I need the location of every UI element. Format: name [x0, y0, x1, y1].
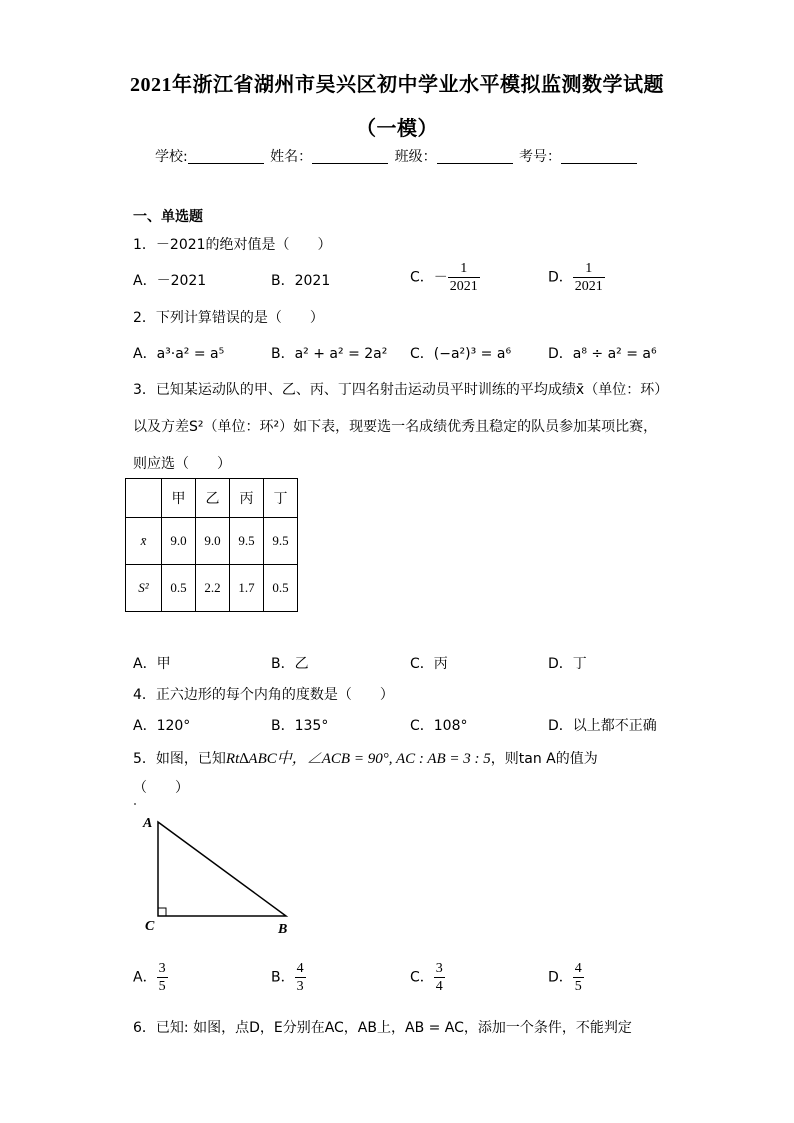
- table-cell: 0.5: [162, 565, 196, 612]
- class-blank[interactable]: [437, 149, 513, 164]
- q5-option-d-label: D．: [548, 969, 573, 986]
- q1-option-a: A．－2021: [133, 273, 207, 289]
- q5-option-c: [410, 960, 445, 995]
- table-cell: 0.5: [264, 565, 298, 612]
- table-cell: 9.5: [264, 518, 298, 565]
- triangle-shape: [158, 822, 286, 916]
- q3-option-b: B．乙: [271, 656, 309, 672]
- school-blank[interactable]: [188, 149, 264, 164]
- q5-option-c-label: C．: [410, 969, 434, 986]
- name-label: 姓名：: [270, 149, 313, 165]
- q5-option-b-fraction: $\frac{4}{3}$: [296, 961, 304, 994]
- triangle-figure: [133, 802, 303, 938]
- exam-no-blank[interactable]: [561, 149, 637, 164]
- q4-option-b: B．135°: [271, 718, 329, 734]
- table-cell: 9.0: [196, 518, 230, 565]
- row-label-variance: S²: [126, 565, 162, 612]
- q6-stem: 6．已知: 如图，点D，E分别在AC，AB上，AB = AC，添加一个条件，不能判定: [133, 1020, 632, 1036]
- vertex-label-a: A: [143, 816, 153, 831]
- name-blank[interactable]: [312, 149, 388, 164]
- q5-option-a-label: A．: [133, 969, 157, 986]
- q2-option-c: C．(−a²)³ = a⁶: [410, 346, 512, 362]
- exam-subtitle: （一模）: [356, 118, 438, 140]
- school-label: 学校:: [154, 149, 188, 165]
- q3-line3: 则应选（ ）: [133, 456, 231, 472]
- q3-option-d: D．丁: [548, 656, 587, 672]
- q1-option-d-label: D．: [548, 269, 573, 286]
- table-cell: 9.5: [230, 518, 264, 565]
- q1-option-d: [548, 260, 605, 295]
- q4-option-c: C．108°: [410, 718, 468, 734]
- table-header-ding: 丁: [264, 479, 298, 518]
- q5-option-d-fraction: $\frac{4}{5}$: [574, 961, 582, 994]
- q4-option-a: A．120°: [133, 718, 191, 734]
- q3-option-c: C．丙: [410, 656, 448, 672]
- exam-title: 2021年浙江省湖州市吴兴区初中学业水平模拟监测数学试题: [130, 74, 664, 96]
- q4-stem: 4．正六边形的每个内角的度数是（ ）: [133, 687, 394, 703]
- q4-option-d: D．以上都不正确: [548, 718, 657, 734]
- q2-option-a: A．a³·a² = a⁵: [133, 346, 225, 362]
- q3-line1: 3．已知某运动队的甲、乙、丙、丁四名射击运动员平时训练的平均成绩x̄（单位：环）: [133, 382, 669, 398]
- row-label-mean: x̄: [126, 518, 162, 565]
- class-label: 班级：: [394, 149, 437, 165]
- q1-option-d-fraction: $\frac{1}{2021}$: [574, 261, 603, 294]
- exam-no-label: 考号：: [519, 149, 562, 165]
- table-header-yi: 乙: [196, 479, 230, 518]
- q2-option-d: D．a⁸ ÷ a² = a⁶: [548, 346, 657, 362]
- q5-stem: [133, 747, 598, 768]
- q5-option-b: [271, 960, 306, 995]
- stats-table: [125, 478, 298, 612]
- table-header-row: [126, 479, 298, 518]
- table-cell: 2.2: [196, 565, 230, 612]
- table-row: [126, 565, 298, 612]
- q5-option-a: [133, 960, 168, 995]
- q1-option-b: B．2021: [271, 273, 331, 289]
- q2-stem: 2．下列计算错误的是（ ）: [133, 310, 324, 326]
- q1-option-c: [410, 260, 480, 295]
- vertex-label-c: C: [145, 919, 155, 934]
- table-cell: 9.0: [162, 518, 196, 565]
- q5-option-c-fraction: $\frac{3}{4}$: [435, 961, 443, 994]
- q5-option-b-label: B．: [271, 969, 295, 986]
- q1-stem: 1．－2021的绝对值是（ ）: [133, 237, 332, 253]
- q5-stem-post: ，则tan A的值为: [490, 751, 598, 767]
- q3-line2: 以及方差S²（单位：环²）如下表，现要选一名成绩优秀且稳定的队员参加某项比赛，: [133, 419, 658, 435]
- q1-option-c-label: C．－: [410, 269, 448, 286]
- q3-option-a: A．甲: [133, 656, 171, 672]
- q5-paren: （ ）: [133, 780, 189, 796]
- student-info-line: [0, 146, 794, 166]
- q5-stem-math: Rt∆ABC中，∠ACB = 90°, AC : AB = 3 : 5: [225, 751, 491, 767]
- q1-option-c-fraction: $\frac{1}{2021}$: [449, 261, 478, 294]
- table-header-jia: 甲: [162, 479, 196, 518]
- right-angle-mark: [158, 908, 166, 916]
- table-cell: 1.7: [230, 565, 264, 612]
- vertex-label-b: B: [278, 922, 288, 937]
- q5-option-d: [548, 960, 584, 995]
- q5-stem-pre: 5．如图，已知: [133, 751, 226, 767]
- table-corner: [126, 479, 162, 518]
- table-header-bing: 丙: [230, 479, 264, 518]
- q2-option-b: B．a² + a² = 2a²: [271, 346, 388, 362]
- q5-option-a-fraction: $\frac{3}{5}$: [158, 961, 166, 994]
- section-heading: 一、单选题: [133, 209, 203, 225]
- table-row: [126, 518, 298, 565]
